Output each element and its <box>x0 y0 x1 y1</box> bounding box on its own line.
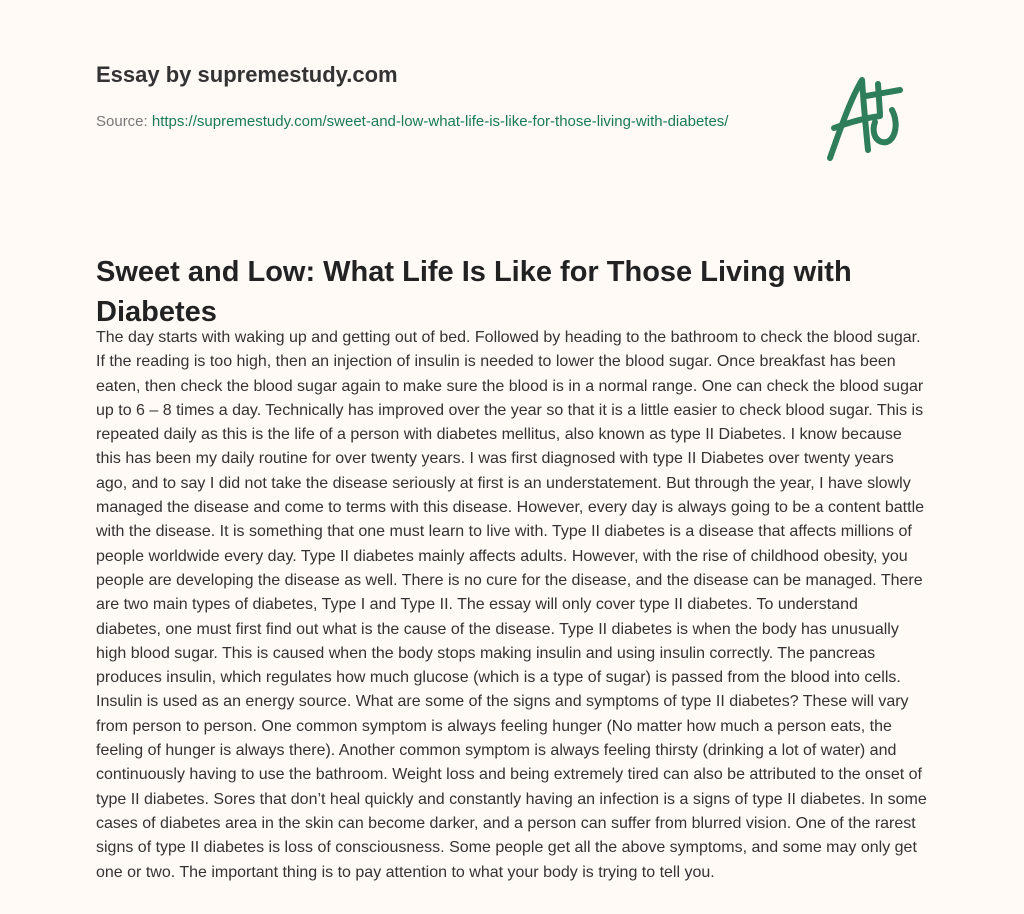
essay-line: continuously having to use the bathroom. Weight loss and being extremely tired can also be attributed to the onset of <box>96 766 922 784</box>
essay-line: are two main types of diabetes, Type I and Type II. The essay will only cover type II diabetes. To understand <box>96 596 858 614</box>
essay-line: up to 6 – 8 times a day. Technically has improved over the year so that it is a little easier to check blood sugar. This is <box>96 401 924 419</box>
essay-line: from person to person. One common symptom is always feeling hunger (No matter how much a person eats, the <box>96 717 892 735</box>
source-line <box>96 110 736 134</box>
essay-line: If the reading is too high, then an injection of insulin is needed to lower the blood sugar. Once breakfast has been <box>96 353 896 371</box>
essay-line: feeling of hunger is always there). Another common symptom is always feeling thirsty (drinking a lot of water) and <box>96 742 897 760</box>
essay-line: people are developing the disease as well. There is no cure for the disease, and the disease can be managed. There <box>96 571 923 589</box>
essay-body <box>96 326 936 885</box>
essay-line: signs of type II diabetes is loss of consciousness. Some people get all the above symptoms, and some may only get <box>96 839 917 857</box>
essay-line: eaten, then check the blood sugar again to make sure the blood is in a normal range. One can check the blood sugar <box>96 377 924 395</box>
essay-line: type II diabetes. Sores that don’t heal quickly and constantly having an infection is a signs of type II diabetes. In some <box>96 790 927 808</box>
essay-line: cases of diabetes area in the skin can become darker, and a person can suffer from blurred vision. One of the rarest <box>96 814 916 832</box>
essay-line: produces insulin, which regulates how much glucose (which is a type of sugar) is passed from the blood into cells. <box>96 669 901 687</box>
essay-line: Insulin is used as an energy source. What are some of the signs and symptoms of type II diabetes? These will vary <box>96 693 909 711</box>
a-plus-logo-icon <box>820 70 930 170</box>
essay-title: Sweet and Low: What Life Is Like for Those Living with Diabetes <box>96 256 852 328</box>
site-brand: Essay by supremestudy.com <box>96 62 398 87</box>
essay-line: one or two. The important thing is to pay attention to what your body is trying to tell you. <box>96 863 715 881</box>
essay-line: high blood sugar. This is caused when the body stops making insulin and using insulin correctly. The pancreas <box>96 644 876 662</box>
essay-line: this has been my daily routine for over twenty years. I was first diagnosed with type II Diabetes over twenty years <box>96 450 894 468</box>
essay-line: repeated daily as this is the life of a person with diabetes mellitus, also known as type II Diabetes. I know because <box>96 426 902 444</box>
essay-line: diabetes, one must first find out what is the cause of the disease. Type II diabetes is when the body has unusually <box>96 620 899 638</box>
essay-line: ago, and to say I did not take the disease seriously at first is an understatement. But through the year, I have slowly <box>96 474 911 492</box>
essay-line: with the disease. It is something that one must learn to live with. Type II diabetes is a disease that affects millions of <box>96 523 912 541</box>
essay-line: people worldwide every day. Type II diabetes mainly affects adults. However, with the rise of childhood obesity, you <box>96 547 908 565</box>
source-label: Source: <box>96 113 152 130</box>
source-link[interactable]: https://supremestudy.com/sweet-and-low-what-life-is-like-for-those-living-with-diabetes/ <box>151 113 729 130</box>
essay-line: The day starts with waking up and getting out of bed. Followed by heading to the bathroom to check the blood sugar. <box>96 329 921 346</box>
essay-line: managed the disease and come to terms with this disease. However, every day is always going to be a content battle <box>96 499 925 517</box>
